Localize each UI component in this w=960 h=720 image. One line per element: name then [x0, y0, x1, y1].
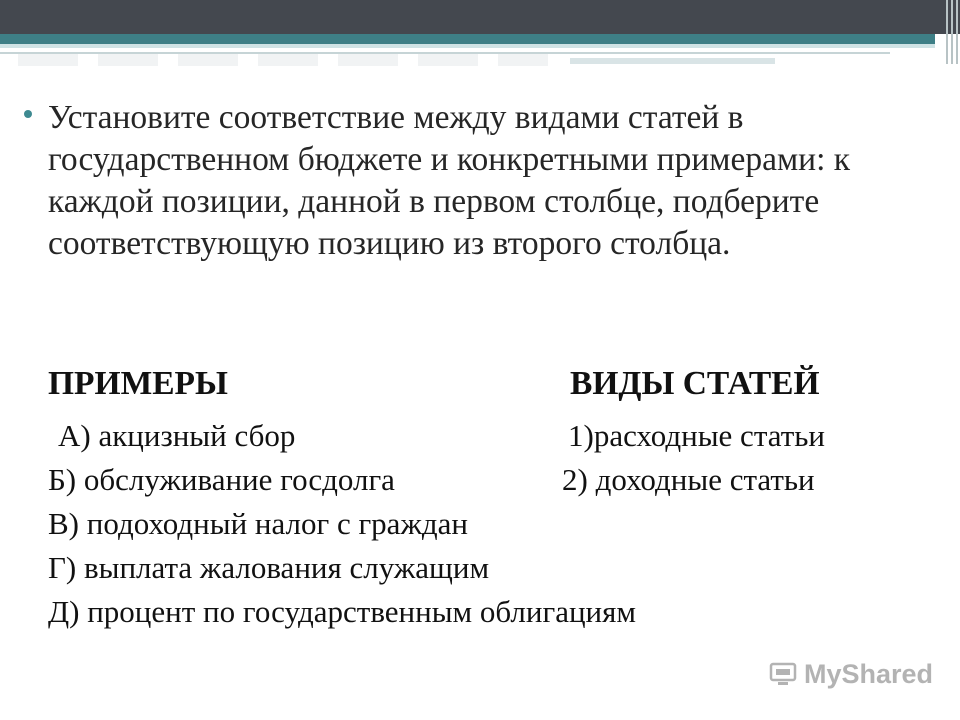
accent-bar-light [0, 44, 935, 48]
example-item-a: А) акцизный сбор [58, 418, 296, 453]
example-item-e: Д) процент по государственным облигациям [48, 594, 637, 629]
accent-bar [0, 34, 935, 44]
example-item-b: Б) обслуживание госдолга [48, 462, 395, 497]
decor-line-short [570, 58, 775, 64]
header-types: ВИДЫ СТАТЕЙ [570, 365, 820, 402]
watermark-text: MyShared [804, 658, 934, 689]
type-item-2: 2) доходные статьи [562, 462, 815, 497]
bullet-dot-icon [24, 110, 32, 118]
type-item-1: 1)расходные статьи [568, 418, 825, 453]
decor-vertical-lines [936, 0, 960, 64]
example-item-d: Г) выплата жалования служащим [48, 550, 490, 585]
task-text: Установите соответствие между видами статей в государственном бюджете и конкретными примерами: к каждой позиции, данной в первом столбце, подберите соответствующую позицию из второго столбца. [48, 99, 851, 262]
example-item-c: В) подоходный налог с граждан [48, 506, 468, 541]
header-examples: ПРИМЕРЫ [48, 365, 228, 402]
mortarboard-icon [768, 660, 798, 688]
watermark [768, 654, 933, 694]
decor-faint-row [18, 54, 548, 66]
top-decor-bar [0, 0, 960, 34]
